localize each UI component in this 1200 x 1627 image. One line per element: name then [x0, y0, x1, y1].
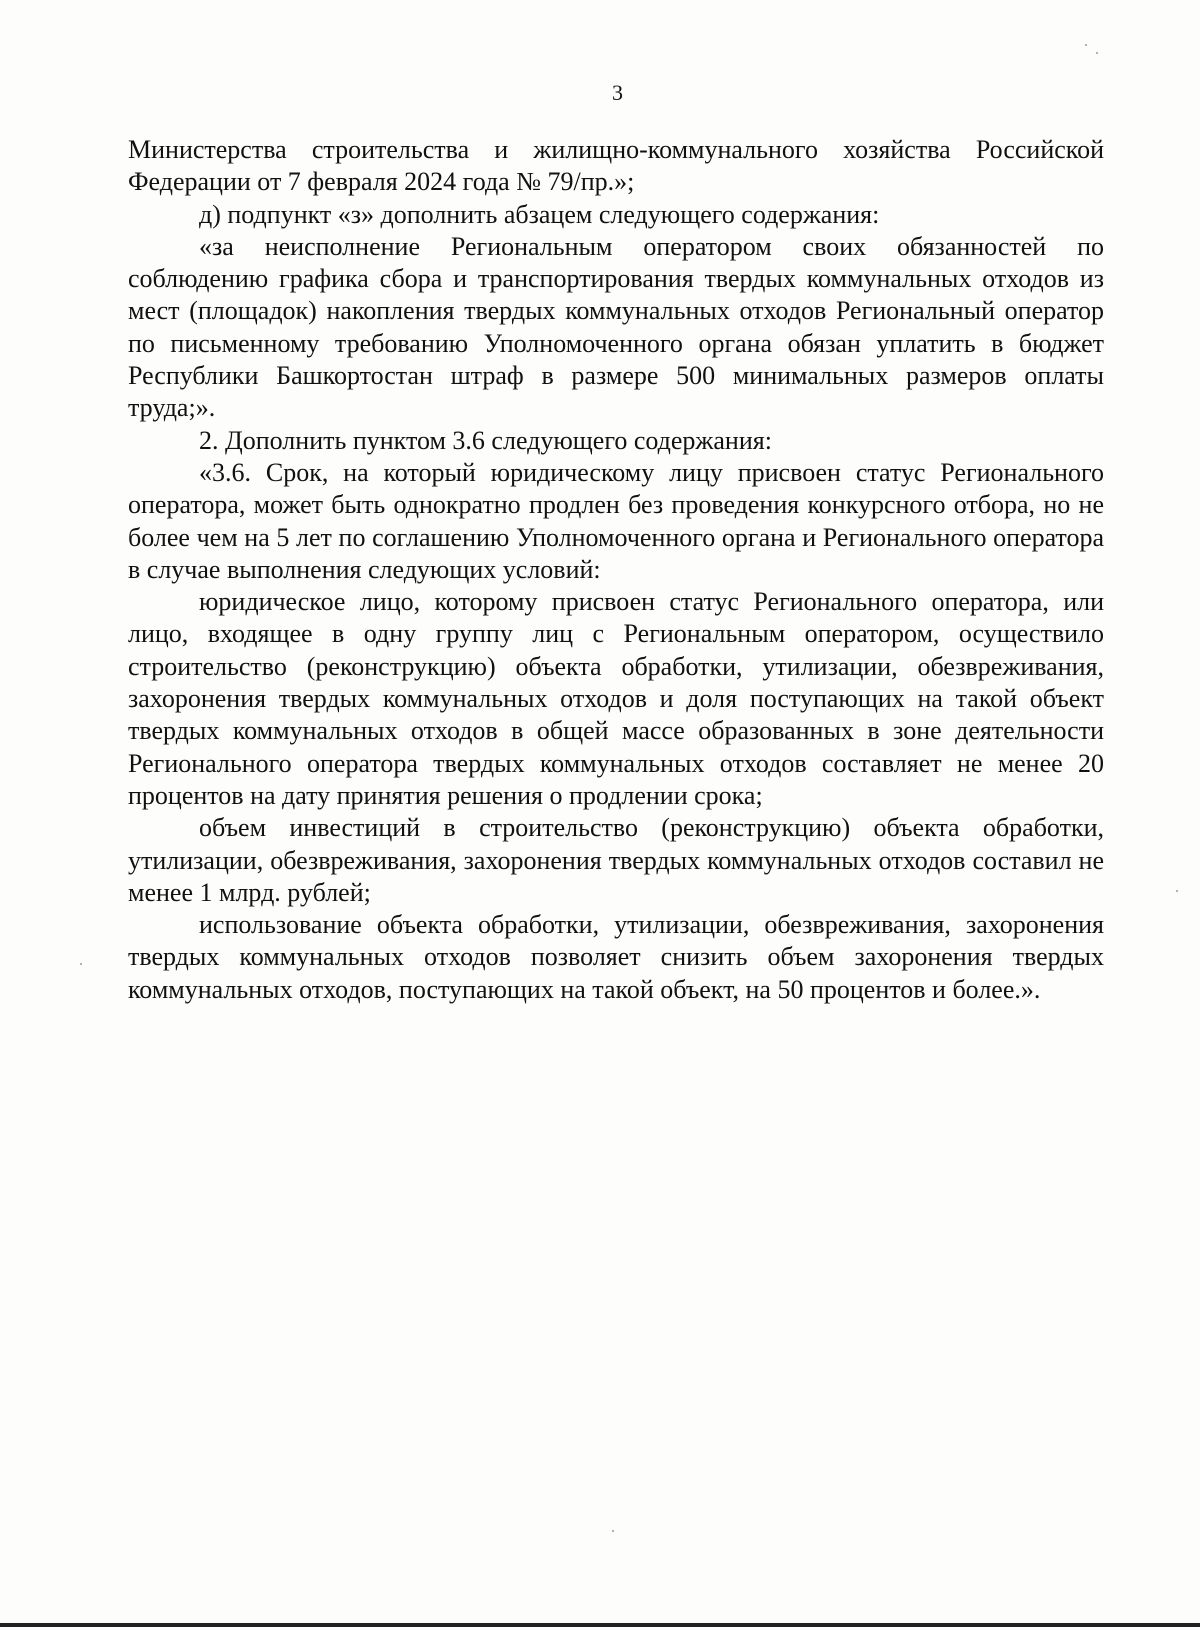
paragraph-subitem-d: д) подпункт «з» дополнить абзацем следующего содержания: — [199, 199, 880, 229]
page-bottom-edge — [0, 1623, 1200, 1627]
scan-speck — [80, 963, 82, 965]
scan-speck — [1096, 52, 1098, 54]
document-body — [128, 134, 1104, 1006]
paragraph-penalty-clause: «за неисполнение Региональным оператором своих обязанностей по соблюдению графика сбора и транспортирования твердых коммунальных отходов из мест (площадок) накопления твердых коммунальных отходов Региональный оператор по письменному требованию Уполномоченного органа обязан уплатить в бюджет Республики Башкортостан штраф в размере 500 минимальных размеров оплаты труда;». — [128, 231, 1104, 423]
scan-speck — [612, 1530, 614, 1532]
scan-speck — [1176, 890, 1178, 892]
paragraph-clause-3-6: «3.6. Срок, на который юридическому лицу присвоен статус Регионального оператора, может быть однократно продлен без проведения конкурсного отбора, но не более чем на 5 лет по соглашению Уполномоченного органа и Регионального оператора в случае выполнения следующих условий: — [128, 457, 1104, 584]
paragraph-item-2: 2. Дополнить пунктом 3.6 следующего содержания: — [199, 425, 772, 455]
scan-speck — [1085, 44, 1087, 46]
paragraph-condition-1: юридическое лицо, которому присвоен статус Регионального оператора, или лицо, входящее в одну группу лиц с Региональным оператором, осуществило строительство (реконструкцию) объекта обработки, утилизации, обезвреживания, захоронения твердых коммунальных отходов и доля поступающих на такой объект твердых коммунальных отходов в общей массе образованных в зоне деятельности Регионального оператора твердых коммунальных отходов составляет не менее 20 процентов на дату принятия решения о продлении срока; — [128, 587, 1104, 810]
paragraph-condition-3: использование объекта обработки, утилизации, обезвреживания, захоронения твердых коммунальных отходов позволяет снизить объем захоронения твердых коммунальных отходов, поступающих на такой объект, на 50 процентов и более.». — [128, 910, 1104, 1004]
paragraph-condition-2: объем инвестиций в строительство (реконструкцию) объекта обработки, утилизации, обезвреживания, захоронения твердых коммунальных отходов составил не менее 1 млрд. рублей; — [128, 813, 1104, 907]
paragraph-continuation: Министерства строительства и жилищно-коммунального хозяйства Российской Федерации от 7 февраля 2024 года № 79/пр.»; — [128, 135, 1104, 197]
page-number: 3 — [612, 80, 623, 105]
